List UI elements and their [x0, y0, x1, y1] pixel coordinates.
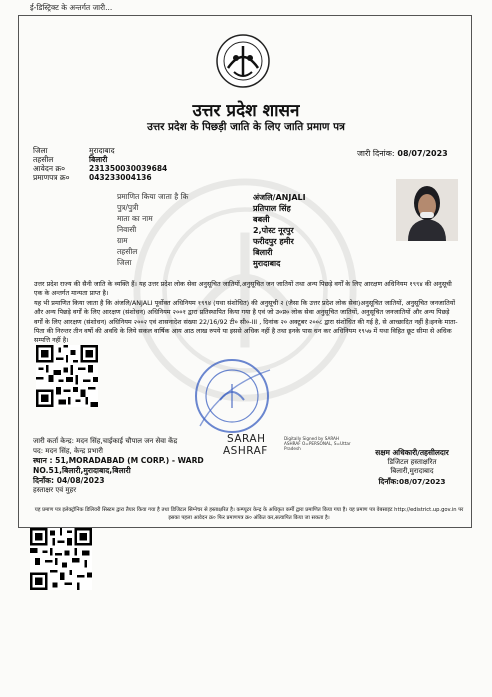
application-label: आवेदन क्र०: [33, 164, 66, 173]
tehsil-value: बिलारी: [89, 155, 108, 164]
certificate-title: उत्तर प्रदेश शासन: [192, 101, 300, 121]
application-value: 231350030039684: [89, 164, 168, 173]
field-village: [117, 236, 327, 247]
signer-name-line1: SARAH: [227, 433, 266, 445]
certificate-number-label: प्रमाणपत्र क्र०: [33, 173, 70, 182]
digital-sign-note: Digitally Signed by SARAH ASHRAF O=PERSONAL, S=Uttar Pradesh: [284, 436, 351, 451]
authority-block: [360, 448, 464, 487]
district-value: मुरादाबाद: [89, 146, 115, 155]
authority-place: बिलारी,मुरादाबाद: [390, 467, 434, 476]
issue-date: [357, 148, 448, 159]
field-label: माता का नाम: [117, 214, 153, 223]
field-certified-name: [117, 192, 327, 203]
top-caption: ई-डिस्ट्रिक्ट के अन्तर्गत जारी...: [30, 3, 113, 12]
certificate-number-row: [33, 173, 152, 182]
issue-date-label: जारी दिनांक:: [357, 149, 395, 158]
applicant-name: अंजलि/ANJALI: [253, 193, 306, 202]
tehsil-label: तहसील: [33, 155, 54, 164]
field-district: [117, 258, 327, 269]
application-row: [33, 164, 167, 173]
qr-code-icon[interactable]: [36, 345, 98, 407]
issuer-sign-label: हस्ताक्षर एवं मुहर: [33, 485, 77, 494]
field-label: प्रमाणित किया जाता है कि: [117, 192, 189, 201]
field-mother: [117, 214, 327, 225]
up-government-emblem-icon: [212, 32, 274, 90]
signer-name-line2: ASHRAF: [223, 445, 268, 457]
authority-digital: डिजिटल हस्ताक्षरित: [387, 457, 437, 466]
field-label: ग्राम: [117, 236, 128, 245]
field-resident: [117, 225, 327, 236]
certificate-body: [34, 280, 458, 346]
district-name: मुरादाबाद: [253, 259, 281, 268]
field-label: तहसील: [117, 247, 138, 256]
issuer-designation: पद: मदन सिंह, केन्द्र प्रभारी: [33, 446, 103, 455]
mother-name: बबली: [253, 215, 270, 224]
field-label: निवासी: [117, 225, 137, 234]
issuer-location: स्थान : 51,MORADABAD (M CORP.) - WARD NO.51,बिलारी,मुरादाबाद,बिलारी: [33, 456, 204, 476]
authority-title: सक्षम अधिकारी/तहसीलदार: [375, 448, 449, 457]
issue-date-value: 08/07/2023: [397, 149, 448, 158]
issuer-centre: जारी कर्ता केन्द्र: मदन सिंह,चाईकाई चौपाल जन सेवा केंद्र: [33, 437, 178, 445]
field-label: पुत्र/पुत्री: [117, 203, 139, 212]
village-name: फरीदपुर हमीर: [253, 237, 294, 246]
issuer-date: दिनाँक: 04/08/2023: [33, 475, 105, 485]
tehsil-name: बिलारी: [253, 248, 273, 257]
district-row: [33, 146, 115, 155]
field-tehsil: [117, 247, 327, 258]
official-seal-stamp: [192, 356, 272, 436]
district-label: जिला: [33, 146, 48, 155]
digital-signature: [223, 433, 351, 457]
issuing-centre-block: [33, 437, 233, 495]
tehsil-row: [33, 155, 107, 164]
certificate-subtitle: उत्तर प्रदेश के पिछड़ी जाति के लिए जाति प्रमाण पत्र: [147, 121, 345, 133]
body-paragraph-2: यह भी प्रमाणित किया जाता है कि अंजलि/ANJALI पूर्वोक्त अधिनियम १९९४ (यथा संशोधित) की अनुसूची २ (जैसा कि उत्तर प्रदेश लोक सेवा)अनुसूचित जातियों, अनुसूचित जनजातियों और अन्य पिछड़े वर्गों के लिए आरक्षण (संशोधन) अधिनियम २००१ द्वारा प्रतिस्थापित किया गया है एवं जो उ०प्र० लोक सेवा अनुसूचित जातियों, अनुसूचित जनजातियों और अन्य पिछड़े वर्गों के लिए आरक्षण (संशोधन) अधिनियम २००२ एवं शासनादेश संख्या 22/16/92 टी० सी०-III , दिनांक २० अक्टूबर २००८ द्वारा संशोधित की गई है, से आच्छादित नहीं है।इनके माता-पिता की निरन्तर तीन वर्षो की अवधि के लिये सकल वार्षिक आय आठ लाख रुपये या इससे अधिक नहीं है तथा इनके पास धन कर अधिनियम १९५७ में यथा विहित छूट सीमा से अधिक सम्पत्ति नहीं है।: [34, 298, 458, 345]
field-parent: [117, 203, 327, 214]
father-name: प्रतिपाल सिंह: [253, 204, 291, 213]
resident-address: 2,पोस्ट नूरपुर: [253, 226, 294, 235]
field-label: जिला: [117, 258, 132, 267]
authority-date: दिनाँक:08/07/2023: [378, 477, 446, 487]
applicant-photo: [396, 179, 458, 241]
certificate-number-value: 043233004136: [89, 173, 152, 182]
body-paragraph-1: उत्तर प्रदेश राज्य की सैनी जाति के व्यक्ति हैं। यह उत्तर प्रदेश लोक सेवा अनुसूचित जातियों,अनुसूचित जन जातियों तथा अन्य पिछड़े वर्गों के लिए आरक्षण अधिनियम १९९४ की अनुसूची एक के अन्तर्गत मान्यता प्राप्त है।: [34, 280, 452, 298]
footer-note: यह प्रमाण पत्र इलेक्ट्रॉनिक डिलिवरी सिस्टम द्वारा तैयार किया गया है तथा डिजिटल सिग्नेचर से हस्ताक्षरित है। कम्प्यूटर केन्द्र के अधिकृत कर्मी द्वारा प्रमाणित किया गया है। यह प्रमाण पत्र वेबसाइट http://edistrict.up.gov.in पर इसका पहला आवेदन क्र० फिर प्रमाणपत्र क्र० अंकित कर,सत्यापित किया जा सकता है।: [34, 507, 464, 521]
verification-qr-code-icon[interactable]: [30, 528, 92, 590]
